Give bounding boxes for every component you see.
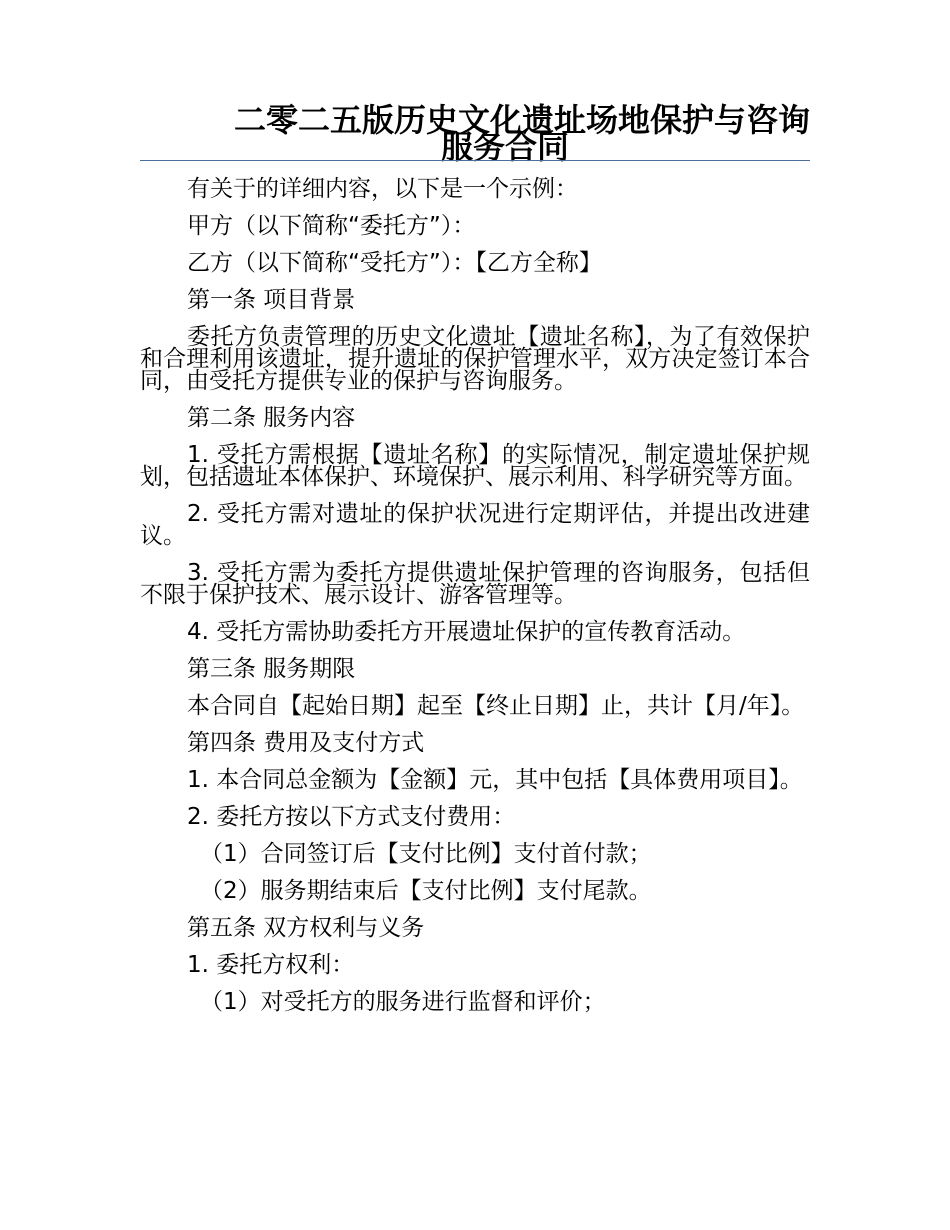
- paragraph-party-a: 甲方（以下简称“委托方”）：: [187, 213, 476, 239]
- paragraph: 2. 受托方需对遗址的保护状况进行定期评估，并提出改进建议。: [140, 501, 810, 549]
- article-heading: 第四条 费用及支付方式: [187, 730, 425, 756]
- paragraph: 1. 受托方需根据【遗址名称】的实际情况，制定遗址保护规划，包括遗址本体保护、环境保护、展示利用、科学研究等方面。: [140, 442, 810, 490]
- document-body: [140, 178, 810, 1013]
- paragraph: 4. 受托方需协助委托方开展遗址保护的宣传教育活动。: [187, 619, 746, 645]
- title-line-2: 服务合同: [440, 128, 569, 166]
- paragraph: 1. 本合同总金额为【金额】元，其中包括【具体费用项目】。: [187, 767, 803, 793]
- paragraph: 3. 受托方需为委托方提供遗址保护管理的咨询服务，包括但不限于保护技术、展示设计、游客管理等。: [140, 560, 810, 608]
- article-heading: 第三条 服务期限: [187, 656, 356, 682]
- paragraph: 本合同自【起始日期】起至【终止日期】止，共计【月/年】。: [187, 693, 805, 719]
- paragraph-intro: 有关于的详细内容，以下是一个示例：: [187, 176, 578, 202]
- article-heading: 第一条 项目背景: [187, 287, 356, 313]
- title-line-1: 二零二五版历史文化遗址场地保护与咨询: [233, 101, 810, 139]
- document-title: [140, 101, 810, 166]
- title-divider: [140, 160, 810, 161]
- sub-item: （2）服务期结束后【支付比例】支付尾款。: [200, 878, 652, 904]
- paragraph: 2. 委托方按以下方式支付费用：: [187, 804, 516, 830]
- paragraph: 1. 委托方权利：: [187, 952, 355, 978]
- sub-item: （1）对受托方的服务进行监督和评价；: [200, 989, 606, 1015]
- article-heading: 第二条 服务内容: [187, 405, 356, 431]
- paragraph-party-b: 乙方（以下简称“受托方”）：【乙方全称】: [187, 250, 602, 276]
- article-heading: 第五条 双方权利与义务: [187, 915, 425, 941]
- paragraph: 委托方负责管理的历史文化遗址【遗址名称】，为了有效保护和合理利用该遗址，提升遗址的保护管理水平，双方决定签订本合同，由受托方提供专业的保护与咨询服务。: [140, 324, 810, 394]
- sub-item: （1）合同签订后【支付比例】支付首付款；: [200, 841, 652, 867]
